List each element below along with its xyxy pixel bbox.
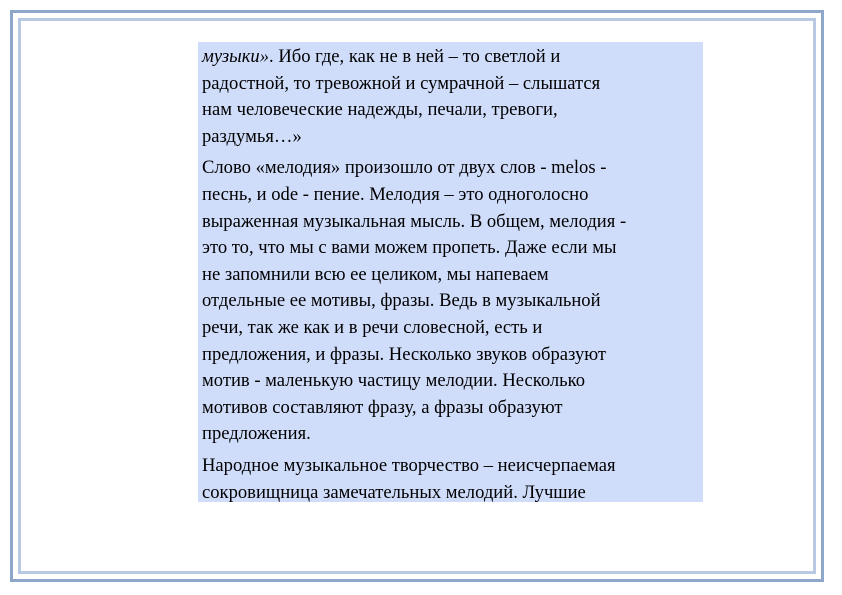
text-line: это то, что мы с вами можем пропеть. Даже если мы [202, 237, 617, 259]
paragraph-folk-music [202, 453, 699, 502]
text-line: не запомнили всю ее целиком, мы напеваем [202, 263, 549, 285]
text-line: выраженная музыкальная мысль. В общем, мелодия - [202, 210, 627, 232]
text-box[interactable] [198, 42, 703, 502]
text-line: отдельные ее мотивы, фразы. Ведь в музыкальной [202, 290, 601, 312]
text-run: . Ибо где, как не в ней – то светлой и [269, 46, 561, 67]
text-line: песнь, и ode - пение. Мелодия – это одноголосно [202, 183, 589, 205]
text-line: раздумья…» [202, 125, 302, 147]
text-line [202, 44, 699, 71]
text-line: мотив - маленькую частицу мелодии. Несколько [202, 370, 586, 392]
paragraph-melody-definition [202, 155, 699, 448]
text-line: радостной, то тревожной и сумрачной – слышатся [202, 72, 601, 94]
italic-word: музыки» [202, 46, 270, 67]
text-line: Слово «мелодия» произошло от двух слов - melos - [202, 157, 607, 179]
text-line: речи, так же как и в речи словесной, есть и [202, 316, 543, 338]
paragraph-quote-end [202, 44, 699, 150]
text-line: предложения. [202, 423, 311, 445]
text-line: Народное музыкальное творчество – неисчерпаемая [202, 454, 616, 476]
text-line: сокровищница замечательных мелодий. Лучшие [202, 481, 586, 502]
text-line: нам человеческие надежды, печали, тревоги, [202, 99, 558, 121]
text-line: мотивов составляют фразу, а фразы образуют [202, 396, 563, 418]
text-line: предложения, и фразы. Несколько звуков образуют [202, 343, 607, 365]
